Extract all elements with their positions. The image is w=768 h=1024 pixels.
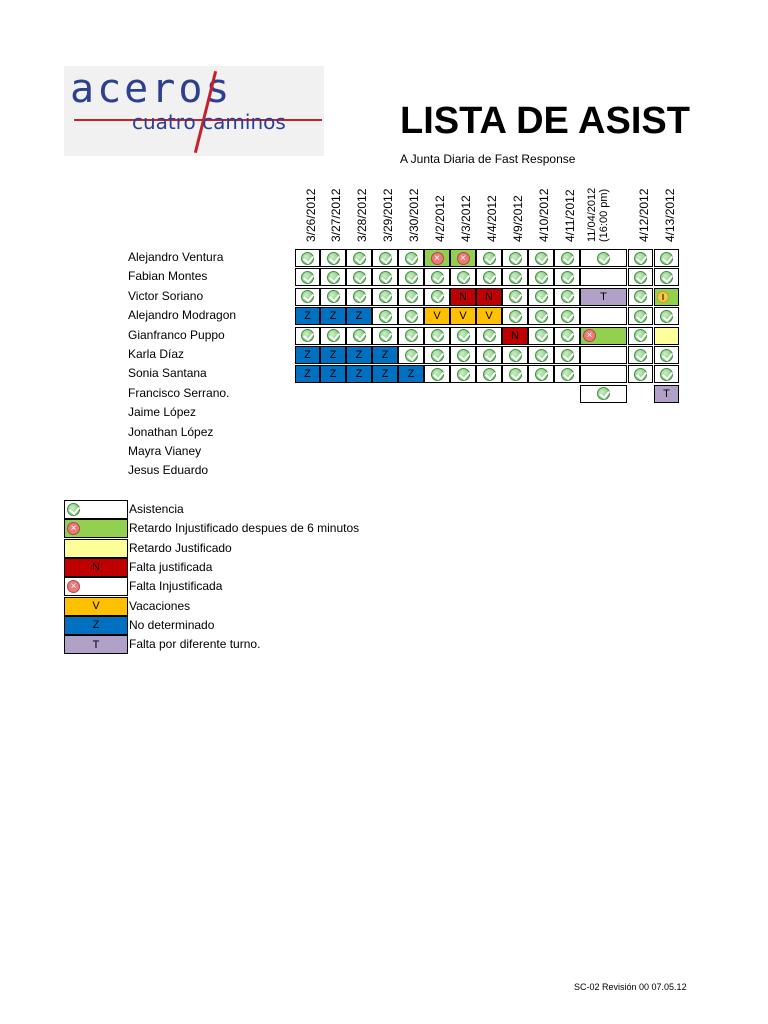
- checkmark-icon: [509, 252, 522, 265]
- legend-label: Retardo Justificado: [129, 540, 232, 555]
- checkmark-icon: [535, 349, 548, 362]
- attendance-cell: [398, 327, 424, 345]
- attendance-cell: Z: [398, 365, 424, 383]
- checkmark-icon: [535, 252, 548, 265]
- checkmark-icon: [353, 290, 366, 303]
- attendance-cell: [580, 365, 627, 383]
- date-header: [506, 176, 532, 242]
- attendance-cell: N: [450, 288, 476, 306]
- attendance-cell: [372, 268, 398, 286]
- attendance-cell: [450, 268, 476, 286]
- page-title: LISTA DE ASIST: [400, 100, 690, 142]
- attendance-cell: [295, 288, 320, 306]
- legend-swatch: [64, 539, 128, 558]
- attendance-cell: [398, 307, 424, 325]
- attendance-cell: [580, 327, 627, 345]
- checkmark-icon: [660, 271, 673, 284]
- checkmark-icon: [405, 310, 418, 323]
- employee-name: Francisco Serrano.: [128, 385, 230, 400]
- attendance-cell: [372, 249, 398, 267]
- attendance-cell: [424, 249, 450, 267]
- checkmark-icon: [509, 310, 522, 323]
- attendance-cell: [372, 327, 398, 345]
- employee-name: Fabian Montes: [128, 269, 208, 284]
- attendance-cell: [528, 346, 554, 364]
- attendance-cell: [528, 327, 554, 345]
- attendance-cell: [580, 346, 627, 364]
- page-subtitle: A Junta Diaria de Fast Response: [400, 152, 576, 166]
- legend-label: Vacaciones: [129, 598, 191, 613]
- checkmark-icon: [509, 271, 522, 284]
- x-circle-icon: ×: [67, 522, 80, 535]
- attendance-cell: [295, 249, 320, 267]
- checkmark-icon: [431, 368, 444, 381]
- attendance-cell: [502, 268, 528, 286]
- attendance-cell: [476, 365, 502, 383]
- date-header-label: 4/13/2012: [663, 188, 677, 242]
- attendance-cell: [502, 346, 528, 364]
- legend-label: Falta Injustificada: [129, 579, 223, 594]
- legend-swatch: [64, 519, 128, 538]
- checkmark-icon: [379, 252, 392, 265]
- date-header: [299, 176, 325, 242]
- date-header-label: 3/29/2012: [381, 188, 395, 242]
- attendance-cell: [346, 288, 372, 306]
- company-logo: [64, 66, 324, 156]
- attendance-cell: [372, 307, 398, 325]
- attendance-cell: [476, 268, 502, 286]
- attendance-cell: [398, 346, 424, 364]
- checkmark-icon: [660, 349, 673, 362]
- checkmark-icon: [509, 368, 522, 381]
- checkmark-icon: [561, 329, 574, 342]
- date-header: [658, 176, 684, 242]
- date-header-label: 3/30/2012: [407, 188, 421, 242]
- attendance-cell: [528, 268, 554, 286]
- date-header: [632, 176, 658, 242]
- date-header: [402, 176, 428, 242]
- attendance-cell: [424, 327, 450, 345]
- x-circle-icon: ×: [431, 252, 444, 265]
- legend-swatch: T: [64, 635, 128, 654]
- attendance-cell: Z: [372, 346, 398, 364]
- checkmark-icon: [405, 252, 418, 265]
- checkmark-icon: [353, 271, 366, 284]
- legend-swatch: N: [64, 558, 128, 577]
- employee-name: Victor Soriano: [128, 288, 204, 303]
- attendance-cell: [320, 268, 346, 286]
- attendance-cell: V: [476, 307, 502, 325]
- date-header: [350, 176, 376, 242]
- attendance-cell: [628, 307, 653, 325]
- revision-footer: SC-02 Revisión 00 07.05.12: [574, 982, 687, 992]
- attendance-cell: [554, 365, 580, 383]
- checkmark-icon: [353, 252, 366, 265]
- attendance-cell: [476, 346, 502, 364]
- legend-label: No determinado: [129, 617, 215, 632]
- checkmark-icon: [561, 271, 574, 284]
- attendance-cell: [554, 268, 580, 286]
- attendance-cell: [295, 327, 320, 345]
- date-header: [532, 176, 558, 242]
- checkmark-icon: [353, 329, 366, 342]
- attendance-cell: [398, 288, 424, 306]
- checkmark-icon: [483, 349, 496, 362]
- date-header-label: 4/2/2012: [433, 195, 447, 242]
- attendance-cell: [424, 288, 450, 306]
- attendance-cell: [320, 327, 346, 345]
- checkmark-icon: [379, 310, 392, 323]
- checkmark-icon: [509, 290, 522, 303]
- legend-label: Retardo Injustificado despues de 6 minutos: [129, 521, 360, 536]
- date-header-label: 4/11/2012: [563, 189, 577, 242]
- checkmark-icon: [509, 349, 522, 362]
- checkmark-icon: [634, 329, 647, 342]
- checkmark-icon: [660, 252, 673, 265]
- attendance-cell: [424, 346, 450, 364]
- checkmark-icon: [379, 329, 392, 342]
- x-circle-icon: ×: [583, 329, 596, 342]
- attendance-cell: [450, 346, 476, 364]
- x-circle-icon: ×: [457, 252, 470, 265]
- attendance-cell: [528, 307, 554, 325]
- attendance-cell: [502, 249, 528, 267]
- employee-name: Jesus Eduardo: [128, 463, 209, 478]
- attendance-cell: [628, 346, 653, 364]
- date-header: [454, 176, 480, 242]
- checkmark-icon: [431, 329, 444, 342]
- checkmark-icon: [483, 252, 496, 265]
- attendance-cell: [346, 249, 372, 267]
- checkmark-icon: [379, 290, 392, 303]
- attendance-cell: [450, 327, 476, 345]
- checkmark-icon: [535, 290, 548, 303]
- legend-label: Falta por diferente turno.: [129, 637, 261, 652]
- checkmark-icon: [535, 310, 548, 323]
- checkmark-icon: [301, 271, 314, 284]
- checkmark-icon: [561, 290, 574, 303]
- checkmark-icon: [431, 290, 444, 303]
- date-header-label: 3/27/2012: [329, 188, 343, 242]
- checkmark-icon: [327, 252, 340, 265]
- checkmark-icon: [483, 271, 496, 284]
- attendance-cell: [528, 288, 554, 306]
- checkmark-icon: [457, 368, 470, 381]
- employee-name: Karla Díaz: [128, 347, 185, 361]
- legend-swatch: [64, 577, 128, 596]
- checkmark-icon: [405, 329, 418, 342]
- attendance-cell: [554, 249, 580, 267]
- date-header: [558, 176, 584, 242]
- checkmark-icon: [483, 329, 496, 342]
- attendance-cell: V: [424, 307, 450, 325]
- attendance-cell: [320, 288, 346, 306]
- date-header-label: 4/9/2012: [511, 195, 525, 242]
- logo-text-cuatro-caminos: cuatro caminos: [132, 110, 286, 134]
- checkmark-icon: [597, 387, 610, 400]
- checkmark-icon: [457, 329, 470, 342]
- employee-name: Jaime López: [128, 405, 197, 420]
- attendance-cell: [554, 307, 580, 325]
- legend-label: Falta justificada: [129, 559, 213, 574]
- attendance-cell: V: [450, 307, 476, 325]
- checkmark-icon: [67, 503, 80, 516]
- date-header-label: 4/4/2012: [485, 195, 499, 242]
- checkmark-icon: [301, 252, 314, 265]
- attendance-cell: Z: [295, 346, 320, 364]
- checkmark-icon: [634, 349, 647, 362]
- legend-swatch: Z: [64, 616, 128, 635]
- attendance-cell: [476, 249, 502, 267]
- attendance-cell: [398, 249, 424, 267]
- checkmark-icon: [561, 252, 574, 265]
- attendance-cell: Z: [295, 365, 320, 383]
- attendance-cell: Z: [320, 365, 346, 383]
- date-header: [376, 176, 402, 242]
- checkmark-icon: [301, 329, 314, 342]
- attendance-cell: [654, 249, 679, 267]
- date-header: [428, 176, 454, 242]
- attendance-cell: [554, 346, 580, 364]
- attendance-cell: [654, 307, 679, 325]
- attendance-cell: [346, 327, 372, 345]
- attendance-cell: [424, 365, 450, 383]
- date-header: [480, 176, 506, 242]
- employee-name: Sonia Santana: [128, 366, 207, 381]
- date-header-label: 4/12/2012: [637, 188, 651, 242]
- date-header-label: 11/04/2012 (16:00 pm): [586, 187, 610, 242]
- attendance-cell: T: [580, 288, 627, 306]
- checkmark-icon: [561, 310, 574, 323]
- date-header: [324, 176, 350, 242]
- attendance-cell: [628, 249, 653, 267]
- attendance-cell: [580, 249, 627, 267]
- date-header-label: 3/28/2012: [355, 188, 369, 242]
- checkmark-icon: [660, 310, 673, 323]
- attendance-cell: [424, 268, 450, 286]
- attendance-cell: [502, 365, 528, 383]
- checkmark-icon: [561, 368, 574, 381]
- checkmark-icon: [405, 349, 418, 362]
- attendance-cell: Z: [346, 346, 372, 364]
- logo-text-aceros: aceros: [70, 66, 233, 112]
- date-header-label: 3/26/2012: [304, 188, 318, 242]
- attendance-cell: [320, 249, 346, 267]
- attendance-cell: [654, 268, 679, 286]
- attendance-cell: [372, 288, 398, 306]
- checkmark-icon: [535, 329, 548, 342]
- attendance-cell: [654, 327, 679, 345]
- attendance-cell: Z: [320, 307, 346, 325]
- attendance-cell: Z: [346, 307, 372, 325]
- attendance-cell: Z: [295, 307, 320, 325]
- attendance-cell: [398, 268, 424, 286]
- attendance-cell: [528, 365, 554, 383]
- attendance-cell: [554, 327, 580, 345]
- attendance-cell: [628, 365, 653, 383]
- legend-label: Asistencia: [129, 502, 184, 516]
- employee-name: Alejandro Ventura: [128, 250, 224, 264]
- checkmark-icon: [597, 252, 610, 265]
- attendance-cell: [554, 288, 580, 306]
- employee-name: Alejandro Modragon: [128, 308, 237, 323]
- attendance-cell: [450, 249, 476, 267]
- legend-swatch: [64, 500, 128, 519]
- date-header-label: 4/3/2012: [459, 195, 473, 242]
- checkmark-icon: [660, 368, 673, 381]
- attendance-cell: [580, 268, 627, 286]
- checkmark-icon: [535, 271, 548, 284]
- checkmark-icon: [634, 271, 647, 284]
- attendance-cell: [502, 307, 528, 325]
- attendance-cell: T: [654, 385, 679, 403]
- checkmark-icon: [634, 368, 647, 381]
- checkmark-icon: [457, 271, 470, 284]
- checkmark-icon: [561, 349, 574, 362]
- checkmark-icon: [301, 290, 314, 303]
- checkmark-icon: [327, 329, 340, 342]
- checkmark-icon: [634, 290, 647, 303]
- checkmark-icon: [405, 290, 418, 303]
- employee-name: Jonathan López: [128, 424, 214, 439]
- attendance-cell: [476, 327, 502, 345]
- x-circle-icon: ×: [67, 580, 80, 593]
- warning-icon: [657, 291, 669, 303]
- attendance-cell: N: [476, 288, 502, 306]
- attendance-cell: [295, 268, 320, 286]
- date-header-label: 4/10/2012: [537, 188, 551, 242]
- checkmark-icon: [634, 310, 647, 323]
- attendance-cell: [502, 288, 528, 306]
- legend-swatch: V: [64, 597, 128, 616]
- checkmark-icon: [431, 349, 444, 362]
- attendance-cell: Z: [320, 346, 346, 364]
- attendance-cell: [654, 288, 679, 306]
- attendance-cell: [528, 249, 554, 267]
- checkmark-icon: [457, 349, 470, 362]
- checkmark-icon: [327, 290, 340, 303]
- attendance-cell: [450, 365, 476, 383]
- checkmark-icon: [483, 368, 496, 381]
- attendance-cell: [628, 288, 653, 306]
- attendance-cell: [346, 268, 372, 286]
- checkmark-icon: [379, 271, 392, 284]
- checkmark-icon: [535, 368, 548, 381]
- attendance-cell: N: [502, 327, 528, 345]
- date-header: [586, 176, 618, 242]
- employee-name: Gianfranco Puppo: [128, 327, 225, 342]
- attendance-cell: [654, 346, 679, 364]
- employee-name: Mayra Vianey: [128, 444, 202, 458]
- checkmark-icon: [327, 271, 340, 284]
- checkmark-icon: [431, 271, 444, 284]
- attendance-cell: [580, 307, 627, 325]
- attendance-cell: [628, 268, 653, 286]
- checkmark-icon: [405, 271, 418, 284]
- attendance-cell: Z: [372, 365, 398, 383]
- attendance-cell: Z: [346, 365, 372, 383]
- attendance-cell: [654, 365, 679, 383]
- checkmark-icon: [634, 252, 647, 265]
- attendance-cell: [580, 385, 627, 403]
- attendance-cell: [628, 327, 653, 345]
